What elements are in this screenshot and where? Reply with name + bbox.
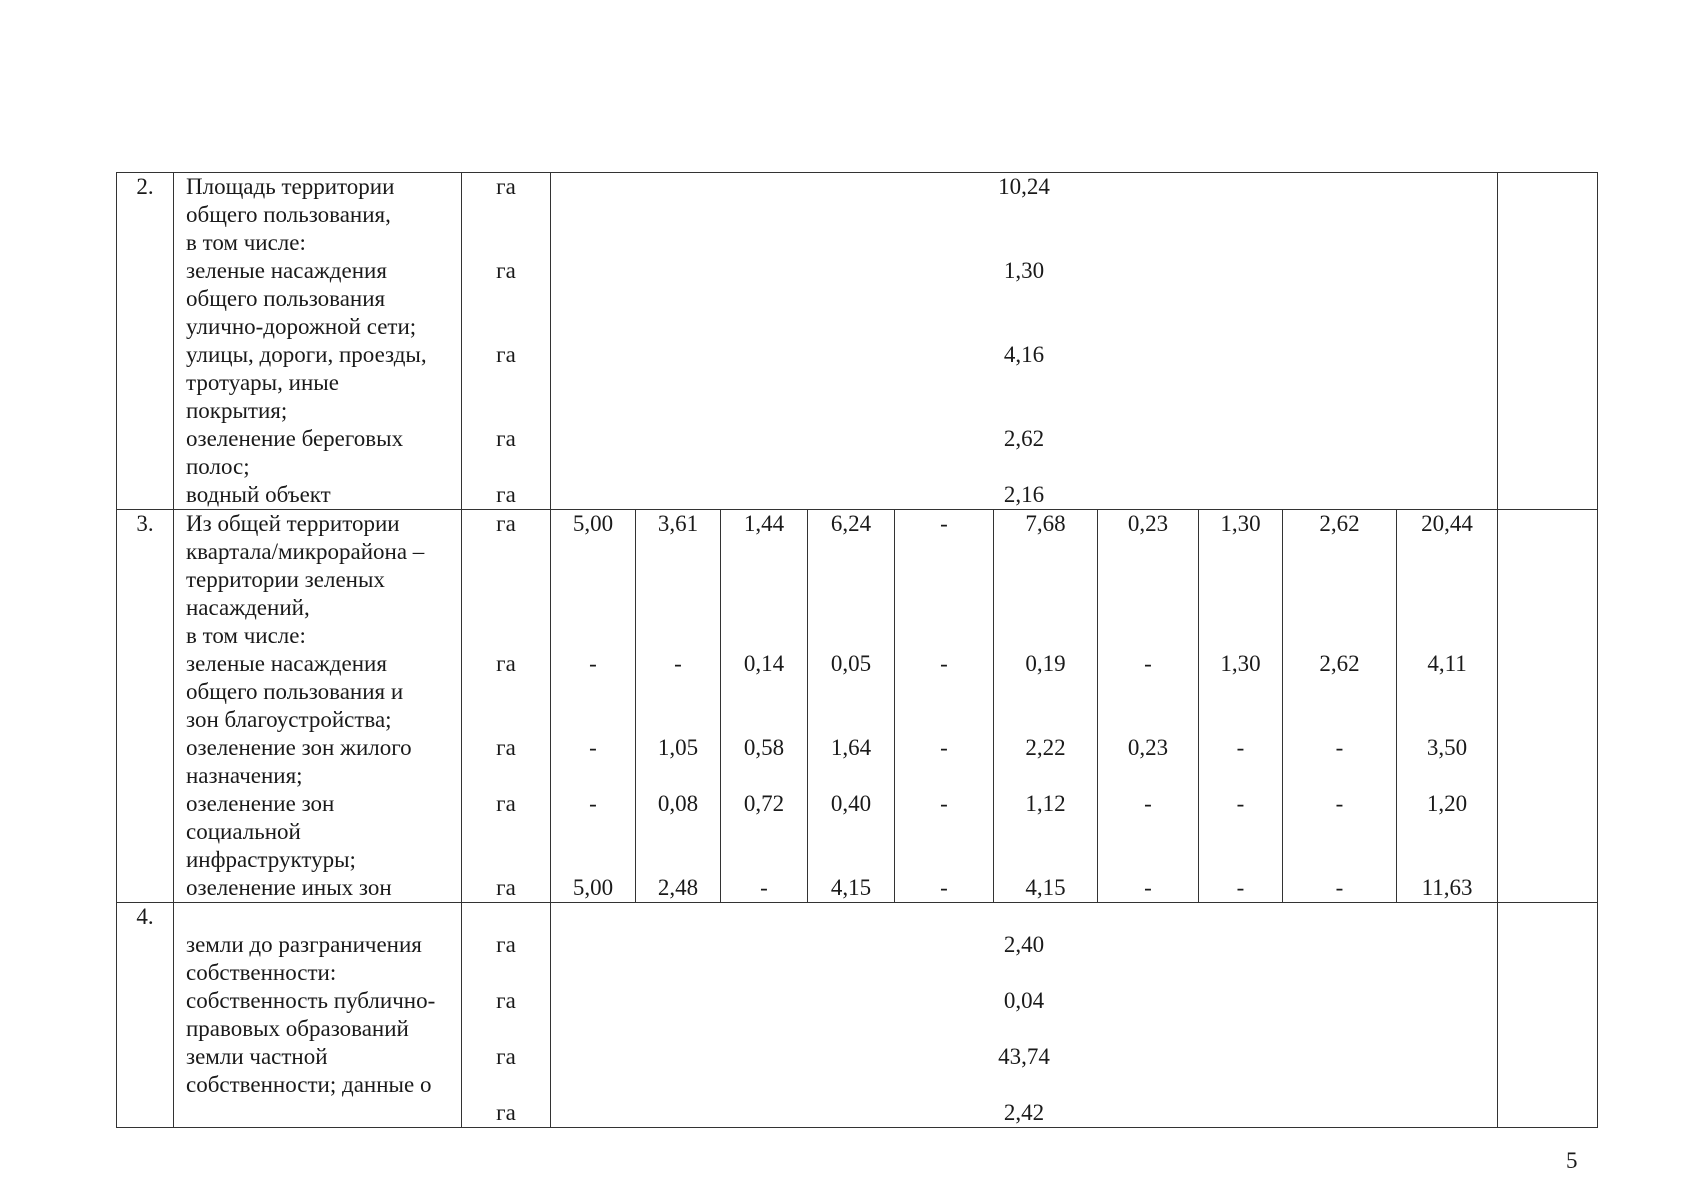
value-text: 1,30 <box>1220 651 1261 676</box>
indicator-label-line: озеленение береговых <box>186 426 404 451</box>
spacer <box>1098 846 1198 874</box>
spacer <box>1199 566 1282 594</box>
value-text: 4,15 <box>1025 875 1066 900</box>
spacer <box>551 706 635 734</box>
spacer <box>808 846 894 874</box>
page-number: 5 <box>1566 1148 1578 1173</box>
unit-label: га <box>496 258 516 283</box>
spacer <box>1283 594 1396 622</box>
indicator-label-line: общего пользования <box>186 286 386 311</box>
value-text: - <box>940 791 948 816</box>
value-text: 11,63 <box>1421 875 1473 900</box>
unit-label: га <box>496 735 516 760</box>
unit-label: га <box>496 482 516 507</box>
spacer <box>1098 678 1198 706</box>
value-text: - <box>1236 791 1245 816</box>
spacer <box>467 959 545 987</box>
spacer <box>1283 846 1396 874</box>
unit-label: га <box>496 342 516 367</box>
value-text: - <box>1335 735 1344 760</box>
spacer <box>895 622 993 650</box>
spacer <box>551 846 635 874</box>
value-text: 4,16 <box>1003 342 1045 367</box>
spacer <box>1199 622 1282 650</box>
value-cell <box>1098 510 1199 903</box>
spacer <box>1283 706 1396 734</box>
indicator-label-line: инфраструктуры; <box>186 847 356 872</box>
spacer <box>1098 622 1198 650</box>
spacer <box>1397 846 1497 874</box>
spacer <box>1397 622 1497 650</box>
spacer <box>467 538 545 566</box>
value-text: 3,50 <box>1426 735 1468 760</box>
spacer <box>808 622 894 650</box>
spacer <box>895 566 993 594</box>
spacer <box>1098 538 1198 566</box>
value-text: 43,74 <box>998 1044 1050 1069</box>
indicator-label-line: социальной <box>186 819 301 844</box>
spacer <box>556 1071 1492 1099</box>
indicator-label-line: в том числе: <box>186 623 306 648</box>
row-number: 3. <box>117 510 174 903</box>
spacer <box>895 706 993 734</box>
value-text: - <box>940 875 948 900</box>
indicators-table <box>116 172 1598 1128</box>
spacer <box>556 369 1492 397</box>
value-text: - <box>589 651 597 676</box>
spacer <box>1283 762 1396 790</box>
value-text: - <box>1144 875 1152 900</box>
spacer <box>895 846 993 874</box>
spacer <box>721 818 807 846</box>
value-text: 0,19 <box>1025 651 1066 676</box>
value-text: 2,62 <box>1319 511 1360 536</box>
value-text: 1,64 <box>830 735 872 760</box>
value-cell <box>721 510 808 903</box>
spacer <box>1397 538 1497 566</box>
spacer <box>467 594 545 622</box>
value-text: 0,23 <box>1127 735 1169 760</box>
spacer <box>556 397 1492 425</box>
spacer <box>721 762 807 790</box>
spacer <box>895 678 993 706</box>
spacer <box>994 678 1097 706</box>
unit-cell <box>462 903 551 1128</box>
spacer <box>467 397 545 425</box>
spacer <box>467 369 545 397</box>
spacer <box>636 846 720 874</box>
spacer <box>556 959 1492 987</box>
unit-label: га <box>496 1044 516 1069</box>
spacer <box>1397 594 1497 622</box>
spacer <box>721 678 807 706</box>
value-text: 4,11 <box>1427 651 1467 676</box>
empty-cell <box>1498 510 1598 903</box>
value-text: 1,12 <box>1025 791 1066 816</box>
table-row <box>117 173 1598 510</box>
unit-label: га <box>496 174 516 199</box>
value-text: 4,15 <box>830 875 872 900</box>
spacer <box>1199 538 1282 566</box>
unit-label: га <box>496 791 516 816</box>
value-text: 1,30 <box>1220 511 1261 536</box>
spacer <box>1199 594 1282 622</box>
merged-value-cell <box>551 173 1498 510</box>
spacer <box>636 818 720 846</box>
value-text: 1,30 <box>1003 258 1045 283</box>
spacer <box>808 566 894 594</box>
empty-cell <box>1498 173 1598 510</box>
spacer <box>467 285 545 313</box>
value-text: 20,44 <box>1421 511 1473 536</box>
value-cell <box>1283 510 1397 903</box>
indicator-label-line: собственности; данные о <box>186 1072 432 1097</box>
value-text: 2,48 <box>657 875 699 900</box>
unit-label: га <box>496 651 516 676</box>
spacer <box>1199 678 1282 706</box>
spacer <box>556 903 1492 931</box>
value-text: 3,61 <box>657 511 699 536</box>
value-text: 0,40 <box>830 791 872 816</box>
value-text: 1,20 <box>1426 791 1468 816</box>
value-cell <box>1397 510 1498 903</box>
spacer <box>721 622 807 650</box>
value-text: 10,24 <box>998 174 1050 199</box>
spacer <box>1397 706 1497 734</box>
spacer <box>1098 762 1198 790</box>
value-text: - <box>1236 875 1245 900</box>
spacer <box>551 678 635 706</box>
indicator-label-line: озеленение зон жилого <box>186 735 412 760</box>
spacer <box>467 622 545 650</box>
spacer <box>895 762 993 790</box>
value-text: 2,22 <box>1025 735 1066 760</box>
value-text: - <box>940 511 948 536</box>
spacer <box>808 706 894 734</box>
spacer <box>721 706 807 734</box>
indicator-label-line: озеленение зон <box>186 791 335 816</box>
row-number: 4. <box>117 903 174 1128</box>
value-text: - <box>589 791 597 816</box>
spacer <box>994 566 1097 594</box>
indicator-label-line <box>186 1099 456 1127</box>
value-cell <box>895 510 994 903</box>
indicator-label-cell <box>174 510 462 903</box>
spacer <box>636 622 720 650</box>
value-cell <box>808 510 895 903</box>
value-text: 2,62 <box>1319 651 1360 676</box>
value-cell <box>636 510 721 903</box>
spacer <box>1098 566 1198 594</box>
spacer <box>1199 706 1282 734</box>
value-text: 0,08 <box>657 791 699 816</box>
table-row <box>117 903 1598 1128</box>
table-row <box>117 510 1598 903</box>
spacer <box>994 818 1097 846</box>
spacer <box>636 594 720 622</box>
empty-cell <box>1498 903 1598 1128</box>
indicator-label-line: собственности: <box>186 960 337 985</box>
spacer <box>1199 818 1282 846</box>
spacer <box>994 706 1097 734</box>
value-text: - <box>1335 791 1344 816</box>
value-text: 1,44 <box>743 511 785 536</box>
merged-value-cell <box>551 903 1498 1128</box>
indicator-label-cell <box>174 173 462 510</box>
spacer <box>467 762 545 790</box>
spacer <box>721 538 807 566</box>
spacer <box>994 594 1097 622</box>
spacer <box>895 594 993 622</box>
value-text: 0,14 <box>743 651 785 676</box>
unit-cell <box>462 510 551 903</box>
spacer <box>1098 706 1198 734</box>
spacer <box>467 1015 545 1043</box>
unit-label: га <box>496 426 516 451</box>
indicator-label-line: собственность публично- <box>186 988 436 1013</box>
value-text: 0,58 <box>743 735 785 760</box>
value-text: 2,16 <box>1003 482 1045 507</box>
spacer <box>467 706 545 734</box>
spacer <box>721 566 807 594</box>
indicator-label-line: полос; <box>186 454 250 479</box>
spacer <box>556 1015 1492 1043</box>
spacer <box>1397 566 1497 594</box>
indicator-label-line: тротуары, иные <box>186 370 339 395</box>
indicator-label-line: зеленые насаждения <box>186 651 387 676</box>
spacer <box>467 313 545 341</box>
value-cell <box>994 510 1098 903</box>
spacer <box>1283 622 1396 650</box>
value-cell <box>1199 510 1283 903</box>
value-text: 0,05 <box>830 651 872 676</box>
spacer <box>1098 594 1198 622</box>
spacer <box>808 678 894 706</box>
spacer <box>808 818 894 846</box>
indicator-label-line: Из общей территории <box>186 511 400 536</box>
spacer <box>895 538 993 566</box>
spacer <box>467 201 545 229</box>
indicator-label-line: общего пользования, <box>186 202 391 227</box>
spacer <box>556 201 1492 229</box>
value-cell <box>551 510 636 903</box>
value-text: 0,72 <box>743 791 785 816</box>
indicator-label-line: улицы, дороги, проезды, <box>186 342 427 367</box>
spacer <box>467 903 545 931</box>
spacer <box>808 594 894 622</box>
value-text: 5,00 <box>572 875 614 900</box>
spacer <box>636 538 720 566</box>
value-text: 0,04 <box>1003 988 1045 1013</box>
indicator-label-line: общего пользования и <box>186 679 404 704</box>
spacer <box>467 678 545 706</box>
spacer <box>1098 818 1198 846</box>
indicator-label-line: в том числе: <box>186 230 306 255</box>
indicator-label-line: земли до разграничения <box>186 932 422 957</box>
spacer <box>636 706 720 734</box>
indicator-label-line: квартала/микрорайона – <box>186 539 425 564</box>
indicator-label-line: территории зеленых <box>186 567 385 592</box>
value-text: 0,23 <box>1127 511 1169 536</box>
unit-label: га <box>496 875 516 900</box>
spacer <box>551 594 635 622</box>
value-text: - <box>1236 735 1245 760</box>
spacer <box>467 818 545 846</box>
spacer <box>556 285 1492 313</box>
spacer <box>467 566 545 594</box>
value-text: - <box>1335 875 1344 900</box>
indicator-label-line: насаждений, <box>186 595 310 620</box>
spacer <box>551 538 635 566</box>
spacer <box>1283 818 1396 846</box>
spacer <box>808 538 894 566</box>
indicator-label-line: Площадь территории <box>186 174 395 199</box>
spacer <box>1199 846 1282 874</box>
value-text: - <box>1144 791 1152 816</box>
value-text: - <box>674 651 682 676</box>
spacer <box>895 818 993 846</box>
spacer <box>994 538 1097 566</box>
spacer <box>467 453 545 481</box>
spacer <box>1397 678 1497 706</box>
unit-label: га <box>496 1100 516 1125</box>
value-text: 5,00 <box>572 511 614 536</box>
indicator-label-cell <box>174 903 462 1128</box>
value-text: - <box>940 735 948 760</box>
spacer <box>551 566 635 594</box>
indicator-label-line: улично-дорожной сети; <box>186 314 417 339</box>
indicator-label-line: водный объект <box>186 482 331 507</box>
spacer <box>994 846 1097 874</box>
value-text: - <box>940 651 948 676</box>
spacer <box>551 762 635 790</box>
value-text: 2,62 <box>1003 426 1045 451</box>
indicator-label-line <box>186 903 456 931</box>
spacer <box>1397 762 1497 790</box>
spacer <box>636 762 720 790</box>
indicator-label-line: назначения; <box>186 763 303 788</box>
value-text: 2,40 <box>1003 932 1045 957</box>
spacer <box>721 846 807 874</box>
indicator-label-line: озеленение иных зон <box>186 875 392 900</box>
value-text: - <box>760 875 768 900</box>
spacer <box>994 622 1097 650</box>
spacer <box>994 762 1097 790</box>
spacer <box>467 846 545 874</box>
spacer <box>1397 818 1497 846</box>
value-text: - <box>589 735 597 760</box>
spacer <box>1283 678 1396 706</box>
indicator-label-line: зон благоустройства; <box>186 707 392 732</box>
value-text: 1,05 <box>657 735 699 760</box>
spacer <box>551 622 635 650</box>
indicator-label-line: покрытия; <box>186 398 288 423</box>
value-text: 2,42 <box>1003 1100 1045 1125</box>
unit-label: га <box>496 511 516 536</box>
unit-label: га <box>496 932 516 957</box>
spacer <box>556 229 1492 257</box>
spacer <box>467 229 545 257</box>
value-text: 7,68 <box>1025 511 1066 536</box>
spacer <box>556 453 1492 481</box>
spacer <box>721 594 807 622</box>
spacer <box>1283 538 1396 566</box>
value-text: - <box>1144 651 1152 676</box>
spacer <box>1199 762 1282 790</box>
spacer <box>1283 566 1396 594</box>
indicator-label-line: зеленые насаждения <box>186 258 387 283</box>
indicator-label-line: правовых образований <box>186 1016 409 1041</box>
spacer <box>467 1071 545 1099</box>
unit-cell <box>462 173 551 510</box>
value-text: 6,24 <box>830 511 872 536</box>
spacer <box>556 313 1492 341</box>
spacer <box>808 762 894 790</box>
row-number: 2. <box>117 173 174 510</box>
spacer <box>636 678 720 706</box>
spacer <box>551 818 635 846</box>
spacer <box>636 566 720 594</box>
unit-label: га <box>496 988 516 1013</box>
indicator-label-line: земли частной <box>186 1044 328 1069</box>
